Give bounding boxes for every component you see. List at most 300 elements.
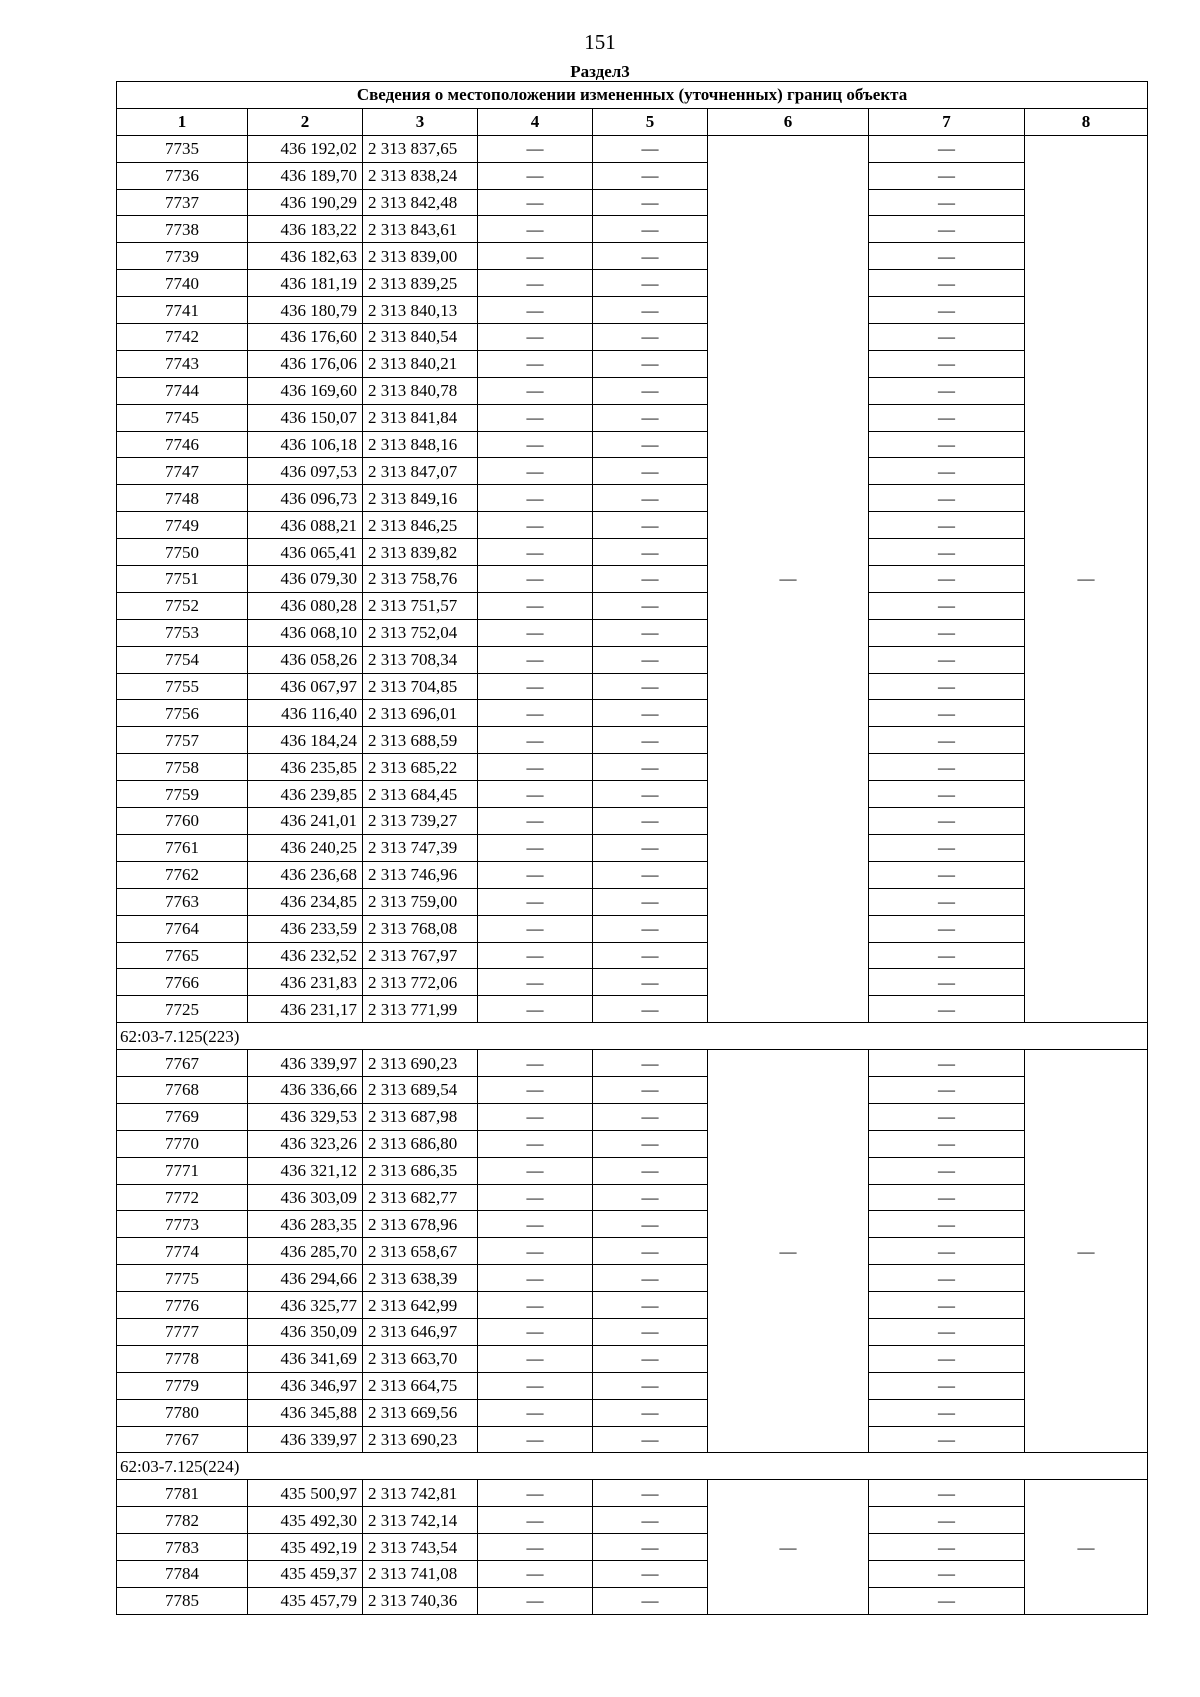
dash-cell: —: [478, 942, 593, 969]
table-row: [117, 996, 1148, 1023]
y-coordinate: 2 313 684,45: [363, 781, 478, 808]
table-row: [117, 377, 1148, 404]
dash-cell: —: [478, 673, 593, 700]
dash-cell: —: [869, 458, 1025, 485]
dash-cell: —: [593, 1426, 708, 1453]
dash-cell: —: [869, 888, 1025, 915]
dash-cell: —: [869, 431, 1025, 458]
y-coordinate: 2 313 658,67: [363, 1238, 478, 1265]
table-row: [117, 243, 1148, 270]
point-number: 7745: [117, 404, 248, 431]
y-coordinate: 2 313 708,34: [363, 646, 478, 673]
dash-cell: —: [869, 915, 1025, 942]
point-number: 7741: [117, 297, 248, 324]
dash-cell: —: [869, 162, 1025, 189]
dash-cell: —: [478, 135, 593, 162]
dash-cell: —: [478, 350, 593, 377]
y-coordinate: 2 313 663,70: [363, 1345, 478, 1372]
point-number: 7782: [117, 1507, 248, 1534]
table-row: [117, 485, 1148, 512]
dash-cell: —: [478, 781, 593, 808]
dash-cell: —: [478, 834, 593, 861]
point-number: 7761: [117, 834, 248, 861]
dash-cell: —: [869, 297, 1025, 324]
y-coordinate: 2 313 843,61: [363, 216, 478, 243]
merged-dash-cell: —: [708, 1050, 869, 1453]
y-coordinate: 2 313 840,78: [363, 377, 478, 404]
x-coordinate: 436 236,68: [248, 861, 363, 888]
merged-dash-cell: —: [1025, 1480, 1148, 1614]
x-coordinate: 436 065,41: [248, 539, 363, 566]
x-coordinate: 436 176,60: [248, 324, 363, 351]
y-coordinate: 2 313 846,25: [363, 512, 478, 539]
table-row: [117, 404, 1148, 431]
dash-cell: —: [478, 1292, 593, 1319]
y-coordinate: 2 313 767,97: [363, 942, 478, 969]
point-number: 7725: [117, 996, 248, 1023]
dash-cell: —: [478, 270, 593, 297]
point-number: 7765: [117, 942, 248, 969]
table-row: [117, 1130, 1148, 1157]
dash-cell: —: [869, 1157, 1025, 1184]
y-coordinate: 2 313 638,39: [363, 1265, 478, 1292]
x-coordinate: 436 182,63: [248, 243, 363, 270]
x-coordinate: 436 079,30: [248, 566, 363, 593]
column-header-4: 4: [478, 108, 593, 135]
dash-cell: —: [869, 1587, 1025, 1614]
dash-cell: —: [593, 754, 708, 781]
table-row: [117, 781, 1148, 808]
x-coordinate: 435 459,37: [248, 1560, 363, 1587]
point-number: 7736: [117, 162, 248, 189]
x-coordinate: 436 067,97: [248, 673, 363, 700]
dash-cell: —: [593, 808, 708, 835]
dash-cell: —: [478, 996, 593, 1023]
point-number: 7783: [117, 1534, 248, 1561]
dash-cell: —: [593, 431, 708, 458]
dash-cell: —: [869, 1507, 1025, 1534]
point-number: 7739: [117, 243, 248, 270]
y-coordinate: 2 313 751,57: [363, 592, 478, 619]
point-number: 7758: [117, 754, 248, 781]
dash-cell: —: [478, 485, 593, 512]
table-row: [117, 1426, 1148, 1453]
point-number: 7746: [117, 431, 248, 458]
dash-cell: —: [478, 216, 593, 243]
y-coordinate: 2 313 687,98: [363, 1103, 478, 1130]
point-number: 7760: [117, 808, 248, 835]
dash-cell: —: [593, 1318, 708, 1345]
dash-cell: —: [593, 512, 708, 539]
x-coordinate: 436 240,25: [248, 834, 363, 861]
dash-cell: —: [869, 754, 1025, 781]
y-coordinate: 2 313 771,99: [363, 996, 478, 1023]
point-number: 7774: [117, 1238, 248, 1265]
y-coordinate: 2 313 768,08: [363, 915, 478, 942]
dash-cell: —: [478, 1426, 593, 1453]
dash-cell: —: [593, 646, 708, 673]
dash-cell: —: [869, 189, 1025, 216]
point-number: 7775: [117, 1265, 248, 1292]
point-number: 7742: [117, 324, 248, 351]
column-header-1: 1: [117, 108, 248, 135]
boundary-coordinates-table: [116, 81, 1148, 1615]
dash-cell: —: [869, 1426, 1025, 1453]
column-header-3: 3: [363, 108, 478, 135]
x-coordinate: 436 303,09: [248, 1184, 363, 1211]
y-coordinate: 2 313 772,06: [363, 969, 478, 996]
y-coordinate: 2 313 696,01: [363, 700, 478, 727]
table-row: [117, 216, 1148, 243]
point-number: 7781: [117, 1480, 248, 1507]
column-header-2: 2: [248, 108, 363, 135]
dash-cell: —: [869, 135, 1025, 162]
dash-cell: —: [593, 1157, 708, 1184]
point-number: 7772: [117, 1184, 248, 1211]
dash-cell: —: [593, 1587, 708, 1614]
x-coordinate: 436 192,02: [248, 135, 363, 162]
column-header-row: [117, 108, 1148, 135]
dash-cell: —: [869, 350, 1025, 377]
dash-cell: —: [869, 1076, 1025, 1103]
group-row: [117, 1453, 1148, 1480]
dash-cell: —: [869, 619, 1025, 646]
x-coordinate: 435 492,30: [248, 1507, 363, 1534]
y-coordinate: 2 313 842,48: [363, 189, 478, 216]
table-row: [117, 350, 1148, 377]
y-coordinate: 2 313 686,80: [363, 1130, 478, 1157]
dash-cell: —: [869, 673, 1025, 700]
dash-cell: —: [478, 1130, 593, 1157]
y-coordinate: 2 313 759,00: [363, 888, 478, 915]
dash-cell: —: [593, 781, 708, 808]
y-coordinate: 2 313 837,65: [363, 135, 478, 162]
table-row: [117, 1103, 1148, 1130]
point-number: 7767: [117, 1050, 248, 1077]
dash-cell: —: [478, 189, 593, 216]
dash-cell: —: [478, 404, 593, 431]
dash-cell: —: [478, 566, 593, 593]
table-row: [117, 619, 1148, 646]
dash-cell: —: [478, 1238, 593, 1265]
dash-cell: —: [869, 646, 1025, 673]
dash-cell: —: [478, 727, 593, 754]
dash-cell: —: [869, 1372, 1025, 1399]
merged-dash-cell: —: [1025, 135, 1148, 1022]
dash-cell: —: [593, 485, 708, 512]
dash-cell: —: [593, 404, 708, 431]
x-coordinate: 435 500,97: [248, 1480, 363, 1507]
table-row: [117, 646, 1148, 673]
dash-cell: —: [593, 727, 708, 754]
table-row: [117, 539, 1148, 566]
x-coordinate: 436 235,85: [248, 754, 363, 781]
dash-cell: —: [869, 861, 1025, 888]
point-number: 7749: [117, 512, 248, 539]
dash-cell: —: [593, 1560, 708, 1587]
table-row: [117, 754, 1148, 781]
dash-cell: —: [478, 1318, 593, 1345]
dash-cell: —: [869, 1238, 1025, 1265]
dash-cell: —: [593, 1534, 708, 1561]
table-row: [117, 1157, 1148, 1184]
dash-cell: —: [593, 539, 708, 566]
dash-cell: —: [869, 942, 1025, 969]
point-number: 7735: [117, 135, 248, 162]
dash-cell: —: [478, 324, 593, 351]
x-coordinate: 436 294,66: [248, 1265, 363, 1292]
dash-cell: —: [593, 1265, 708, 1292]
table-row: [117, 942, 1148, 969]
dash-cell: —: [593, 350, 708, 377]
dash-cell: —: [869, 1534, 1025, 1561]
point-number: 7737: [117, 189, 248, 216]
dash-cell: —: [478, 619, 593, 646]
dash-cell: —: [869, 270, 1025, 297]
dash-cell: —: [478, 243, 593, 270]
point-number: 7752: [117, 592, 248, 619]
x-coordinate: 436 232,52: [248, 942, 363, 969]
table-row: [117, 566, 1148, 593]
point-number: 7748: [117, 485, 248, 512]
table-row: [117, 431, 1148, 458]
table-body: [117, 135, 1148, 1614]
table-row: [117, 1507, 1148, 1534]
dash-cell: —: [593, 592, 708, 619]
dash-cell: —: [593, 135, 708, 162]
dash-cell: —: [593, 1050, 708, 1077]
dash-cell: —: [478, 808, 593, 835]
x-coordinate: 436 088,21: [248, 512, 363, 539]
y-coordinate: 2 313 839,82: [363, 539, 478, 566]
dash-cell: —: [478, 1050, 593, 1077]
dash-cell: —: [478, 1211, 593, 1238]
dash-cell: —: [478, 969, 593, 996]
table-row: [117, 915, 1148, 942]
merged-dash-cell: —: [1025, 1050, 1148, 1453]
dash-cell: —: [478, 1507, 593, 1534]
y-coordinate: 2 313 741,08: [363, 1560, 478, 1587]
dash-cell: —: [869, 1265, 1025, 1292]
point-number: 7785: [117, 1587, 248, 1614]
point-number: 7770: [117, 1130, 248, 1157]
dash-cell: —: [869, 834, 1025, 861]
dash-cell: —: [478, 1534, 593, 1561]
point-number: 7771: [117, 1157, 248, 1184]
y-coordinate: 2 313 847,07: [363, 458, 478, 485]
point-number: 7768: [117, 1076, 248, 1103]
dash-cell: —: [869, 1211, 1025, 1238]
y-coordinate: 2 313 841,84: [363, 404, 478, 431]
y-coordinate: 2 313 740,36: [363, 1587, 478, 1614]
x-coordinate: 436 116,40: [248, 700, 363, 727]
dash-cell: —: [478, 1399, 593, 1426]
dash-cell: —: [478, 888, 593, 915]
y-coordinate: 2 313 849,16: [363, 485, 478, 512]
x-coordinate: 436 345,88: [248, 1399, 363, 1426]
dash-cell: —: [593, 324, 708, 351]
dash-cell: —: [869, 1345, 1025, 1372]
dash-cell: —: [593, 700, 708, 727]
dash-cell: —: [869, 1130, 1025, 1157]
table-row: [117, 673, 1148, 700]
x-coordinate: 436 097,53: [248, 458, 363, 485]
table-row: [117, 458, 1148, 485]
dash-cell: —: [593, 377, 708, 404]
table-row: [117, 592, 1148, 619]
table-row: [117, 1238, 1148, 1265]
point-number: 7756: [117, 700, 248, 727]
dash-cell: —: [869, 1050, 1025, 1077]
x-coordinate: 436 080,28: [248, 592, 363, 619]
x-coordinate: 436 325,77: [248, 1292, 363, 1319]
x-coordinate: 436 285,70: [248, 1238, 363, 1265]
table-row: [117, 162, 1148, 189]
dash-cell: —: [593, 996, 708, 1023]
y-coordinate: 2 313 646,97: [363, 1318, 478, 1345]
dash-cell: —: [869, 485, 1025, 512]
point-number: 7769: [117, 1103, 248, 1130]
x-coordinate: 436 096,73: [248, 485, 363, 512]
dash-cell: —: [593, 1480, 708, 1507]
dash-cell: —: [869, 1292, 1025, 1319]
dash-cell: —: [478, 539, 593, 566]
point-number: 7757: [117, 727, 248, 754]
x-coordinate: 436 241,01: [248, 808, 363, 835]
x-coordinate: 436 231,83: [248, 969, 363, 996]
point-number: 7755: [117, 673, 248, 700]
dash-cell: —: [593, 1238, 708, 1265]
dash-cell: —: [478, 1184, 593, 1211]
dash-cell: —: [869, 1399, 1025, 1426]
dash-cell: —: [478, 431, 593, 458]
x-coordinate: 436 184,24: [248, 727, 363, 754]
dash-cell: —: [593, 619, 708, 646]
table-row: [117, 297, 1148, 324]
y-coordinate: 2 313 690,23: [363, 1426, 478, 1453]
y-coordinate: 2 313 743,54: [363, 1534, 478, 1561]
x-coordinate: 436 231,17: [248, 996, 363, 1023]
y-coordinate: 2 313 642,99: [363, 1292, 478, 1319]
dash-cell: —: [478, 377, 593, 404]
group-label: 62:03-7.125(224): [117, 1453, 1148, 1480]
y-coordinate: 2 313 747,39: [363, 834, 478, 861]
x-coordinate: 436 189,70: [248, 162, 363, 189]
x-coordinate: 436 239,85: [248, 781, 363, 808]
dash-cell: —: [478, 1480, 593, 1507]
dash-cell: —: [478, 1372, 593, 1399]
point-number: 7763: [117, 888, 248, 915]
group-row: [117, 1023, 1148, 1050]
table-row: [117, 808, 1148, 835]
point-number: 7784: [117, 1560, 248, 1587]
y-coordinate: 2 313 664,75: [363, 1372, 478, 1399]
y-coordinate: 2 313 686,35: [363, 1157, 478, 1184]
x-coordinate: 436 283,35: [248, 1211, 363, 1238]
dash-cell: —: [478, 1265, 593, 1292]
dash-cell: —: [478, 1103, 593, 1130]
x-coordinate: 436 106,18: [248, 431, 363, 458]
table-title: Сведения о местоположении измененных (уточненных) границ объекта: [117, 82, 1148, 109]
y-coordinate: 2 313 739,27: [363, 808, 478, 835]
dash-cell: —: [593, 942, 708, 969]
x-coordinate: 436 058,26: [248, 646, 363, 673]
dash-cell: —: [869, 969, 1025, 996]
dash-cell: —: [478, 700, 593, 727]
point-number: 7776: [117, 1292, 248, 1319]
x-coordinate: 436 234,85: [248, 888, 363, 915]
dash-cell: —: [593, 189, 708, 216]
x-coordinate: 436 233,59: [248, 915, 363, 942]
dash-cell: —: [593, 458, 708, 485]
section-label: Раздел3: [570, 62, 630, 81]
table-row: [117, 969, 1148, 996]
dash-cell: —: [593, 1076, 708, 1103]
dash-cell: —: [593, 270, 708, 297]
dash-cell: —: [593, 969, 708, 996]
x-coordinate: 436 339,97: [248, 1426, 363, 1453]
table-row: [117, 834, 1148, 861]
dash-cell: —: [593, 1399, 708, 1426]
dash-cell: —: [478, 915, 593, 942]
x-coordinate: 436 068,10: [248, 619, 363, 646]
dash-cell: —: [593, 162, 708, 189]
y-coordinate: 2 313 746,96: [363, 861, 478, 888]
table-row: [117, 1318, 1148, 1345]
point-number: 7777: [117, 1318, 248, 1345]
x-coordinate: 435 492,19: [248, 1534, 363, 1561]
dash-cell: —: [869, 324, 1025, 351]
y-coordinate: 2 313 742,81: [363, 1480, 478, 1507]
table-row: [117, 727, 1148, 754]
x-coordinate: 436 176,06: [248, 350, 363, 377]
y-coordinate: 2 313 840,21: [363, 350, 478, 377]
dash-cell: —: [478, 1587, 593, 1614]
table-row: [117, 1076, 1148, 1103]
x-coordinate: 436 329,53: [248, 1103, 363, 1130]
y-coordinate: 2 313 758,76: [363, 566, 478, 593]
table-row: [117, 1560, 1148, 1587]
dash-cell: —: [869, 592, 1025, 619]
table-row: [117, 1345, 1148, 1372]
x-coordinate: 436 346,97: [248, 1372, 363, 1399]
dash-cell: —: [869, 700, 1025, 727]
x-coordinate: 436 169,60: [248, 377, 363, 404]
merged-dash-cell: —: [708, 135, 869, 1022]
point-number: 7740: [117, 270, 248, 297]
dash-cell: —: [869, 808, 1025, 835]
dash-cell: —: [478, 1345, 593, 1372]
dash-cell: —: [593, 566, 708, 593]
dash-cell: —: [478, 861, 593, 888]
y-coordinate: 2 313 752,04: [363, 619, 478, 646]
dash-cell: —: [593, 1507, 708, 1534]
point-number: 7764: [117, 915, 248, 942]
dash-cell: —: [593, 216, 708, 243]
point-number: 7753: [117, 619, 248, 646]
table-row: [117, 1480, 1148, 1507]
point-number: 7779: [117, 1372, 248, 1399]
table-row: [117, 270, 1148, 297]
dash-cell: —: [593, 1372, 708, 1399]
table-row: [117, 1265, 1148, 1292]
x-coordinate: 436 190,29: [248, 189, 363, 216]
group-label: 62:03-7.125(223): [117, 1023, 1148, 1050]
table-row: [117, 1372, 1148, 1399]
dash-cell: —: [869, 566, 1025, 593]
point-number: 7750: [117, 539, 248, 566]
dash-cell: —: [869, 243, 1025, 270]
